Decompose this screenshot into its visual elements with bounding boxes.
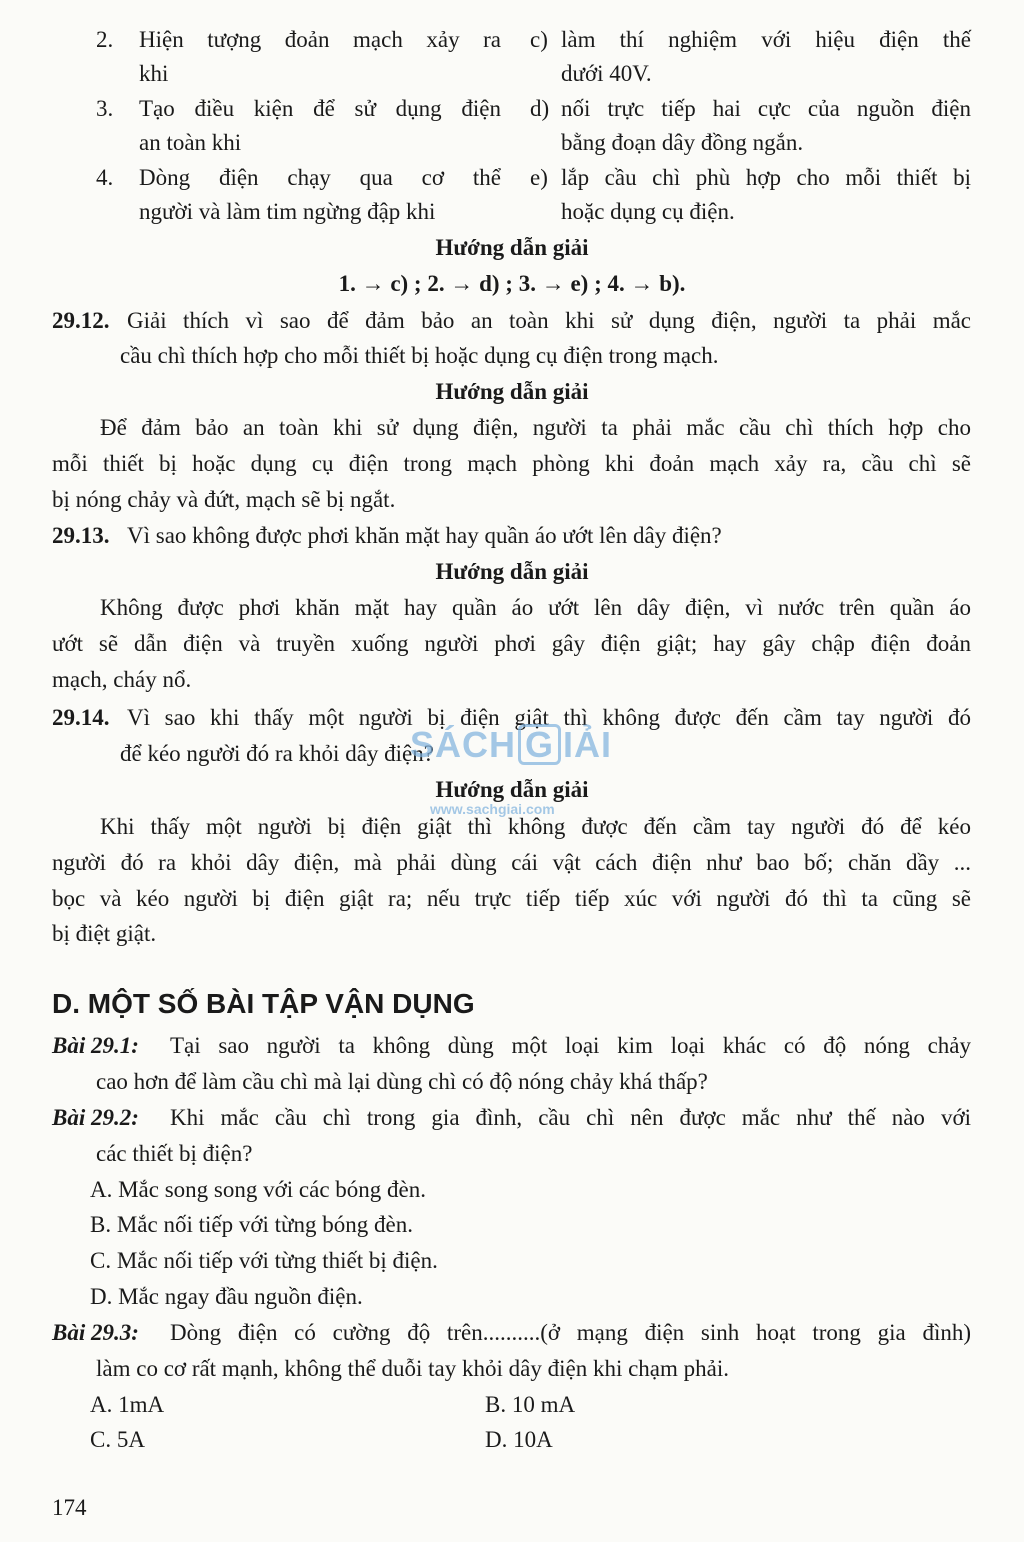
answer-text: mạch, cháy nổ. — [52, 667, 192, 692]
exercise-label: Bài 29.1: — [52, 1033, 139, 1058]
question-text-cont: để kéo người đó ra khỏi dây điện? — [120, 741, 434, 766]
option-b: B. 10 mA — [485, 1392, 576, 1417]
answer-text: Khi thấy một người bị điện giật thì không được đến cầm tay người đó để kéo — [100, 814, 971, 839]
option-c: C. Mắc nối tiếp với từng thiết bị điện. — [90, 1248, 438, 1273]
match-right-letter: c) — [530, 27, 548, 52]
answer-text: mỗi thiết bị hoặc dụng cụ điện trong mạch phòng khi đoản mạch xảy ra, cầu chì sẽ — [52, 451, 971, 476]
question-number: 29.12. — [52, 308, 110, 333]
option-a: A. 1mA — [90, 1392, 165, 1417]
match-right-text-cont: bằng đoạn dây đồng ngắn. — [561, 130, 804, 155]
match-right-letter: e) — [530, 165, 548, 190]
match-right-text: lắp cầu chì phù hợp cho mỗi thiết bị — [561, 165, 971, 190]
match-right-text: nối trực tiếp hai cực của nguồn điện — [561, 96, 971, 121]
match-left-text-cont: an toàn khi — [139, 130, 242, 155]
answer-text: ướt sẽ dẫn điện và truyền xuống người phơi gây điện giật; hay gây chập điện đoản — [52, 631, 971, 656]
match-right-letter: d) — [530, 96, 550, 121]
option-a: A. Mắc song song với các bóng đèn. — [90, 1177, 427, 1202]
exercise-text: Dòng điện có cường độ trên..........(ở mạng điện sinh hoạt trong gia đình) — [170, 1320, 971, 1345]
question-text: Giải thích vì sao để đảm bảo an toàn khi sử dụng điện, người ta phải mắc — [127, 308, 971, 333]
match-left-num: 2. — [96, 27, 114, 52]
exercise-text-cont: làm co cơ rất mạnh, không thể duỗi tay khỏi dây điện khi chạm phải. — [96, 1356, 730, 1381]
guide-heading: Hướng dẫn giải — [435, 777, 589, 802]
exercise-text-cont: cao hơn để làm cầu chì mà lại dùng chì có độ nóng chảy khá thấp? — [96, 1069, 708, 1094]
match-left-text: Tạo điều kiện để sử dụng điện — [139, 96, 501, 121]
question-number: 29.14. — [52, 705, 110, 730]
match-left-text-cont: khi — [139, 61, 169, 86]
option-d: D. 10A — [485, 1427, 553, 1452]
answer-text: bị nóng chảy và đứt, mạch sẽ bị ngắt. — [52, 487, 396, 512]
match-right-text: làm thí nghiệm với hiệu điện thế — [561, 27, 971, 52]
section-title: D. MỘT SỐ BÀI TẬP VẬN DỤNG — [52, 988, 475, 1019]
option-c: C. 5A — [90, 1427, 145, 1452]
exercise-label: Bài 29.3: — [52, 1320, 139, 1345]
page-number: 174 — [52, 1495, 87, 1520]
answer-text: người đó ra khỏi dây điện, mà phải dùng cái vật cách điện như bao bố; chăn dầy ... — [52, 850, 971, 875]
match-left-text: Dòng điện chạy qua cơ thể — [139, 165, 501, 190]
guide-heading: Hướng dẫn giải — [435, 235, 589, 260]
watermark-url: www.sachgiai.com — [430, 801, 555, 817]
answer-text: Để đảm bảo an toàn khi sử dụng điện, người ta phải mắc cầu chì thích hợp cho — [100, 415, 971, 440]
exercise-text: Khi mắc cầu chì trong gia đình, cầu chì nên được mắc như thế nào với — [170, 1105, 971, 1130]
exercise-label: Bài 29.2: — [52, 1105, 139, 1130]
watermark-logo: SÁCH G IẢI www.sachgiai.com — [400, 724, 630, 816]
answer-key: 1. → c) ; 2. → d) ; 3. → e) ; 4. → b). — [338, 271, 686, 296]
question-text-cont: cầu chì thích hợp cho mỗi thiết bị hoặc dụng cụ điện trong mạch. — [120, 343, 719, 368]
question-number: 29.13. — [52, 523, 110, 548]
match-left-num: 3. — [96, 96, 114, 121]
answer-text: bị điệt giật. — [52, 921, 157, 946]
match-left-text: Hiện tượng đoản mạch xảy ra — [139, 27, 501, 52]
answer-text: bọc và kéo người bị điện giật ra; nếu trực tiếp tiếp xúc với người đó thì ta cũng sẽ — [52, 886, 971, 911]
question-text: Vì sao không được phơi khăn mặt hay quần áo ướt lên dây điện? — [127, 523, 722, 548]
exercise-text-cont: các thiết bị điện? — [96, 1141, 253, 1166]
answer-text: Không được phơi khăn mặt hay quần áo ướt lên dây điện, vì nước trên quần áo — [100, 595, 971, 620]
match-right-text-cont: dưới 40V. — [561, 61, 652, 86]
option-d: D. Mắc ngay đầu nguồn điện. — [90, 1284, 363, 1309]
match-left-num: 4. — [96, 165, 114, 190]
match-right-text-cont: hoặc dụng cụ điện. — [561, 199, 735, 224]
question-text: Vì sao khi thấy một người bị điện giật thì không được đến cầm tay người đó — [127, 705, 971, 730]
guide-heading: Hướng dẫn giải — [435, 379, 589, 404]
option-b: B. Mắc nối tiếp với từng bóng đèn. — [90, 1212, 413, 1237]
exercise-text: Tại sao người ta không dùng một loại kim loại khác có độ nóng chảy — [170, 1033, 971, 1058]
match-left-text-cont: người và làm tim ngừng đập khi — [139, 199, 436, 224]
guide-heading: Hướng dẫn giải — [435, 559, 589, 584]
